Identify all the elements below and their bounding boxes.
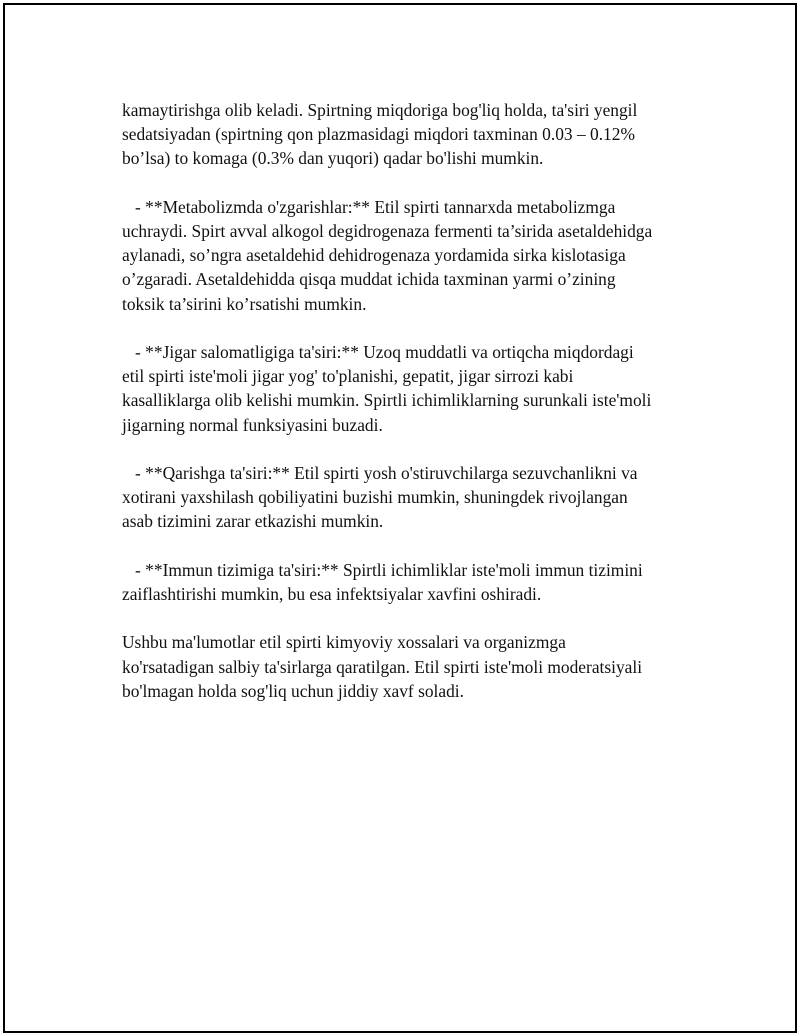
text-line: jigarning normal funksiyasini buzadi. [122,414,383,435]
paragraph-liver [122,340,702,437]
text-line: zaiflashtirishi mumkin, bu esa infektsiyalar xavfini oshiradi. [122,584,542,604]
text-line: etil spirti iste'moli jigar yog' to'planishi, gepatit, jigar sirrozi kabi [122,366,574,387]
text-line: - **Immun tizimiga ta'siri:** Spirtli ichimliklar iste'moli immun tizimini [122,559,643,580]
paragraph-intro [122,98,702,171]
text-line: - **Qarishga ta'siri:** Etil spirti yosh o'stiruvchilarga sezuvchanlikni va [122,463,638,483]
text-line: bo'lmagan holda sog'liq uchun jiddiy xavf soladi. [122,680,464,701]
text-line: toksik ta’sirini ko’rsatishi mumkin. [122,293,367,314]
paragraph-aging [122,461,702,534]
text-line: - **Jigar salomatligiga ta'siri:** Uzoq muddatli va ortiqcha miqdordagi [122,342,634,362]
text-line: - **Metabolizmda o'zgarishlar:** Etil spirti tannarxda metabolizmga [122,196,616,217]
text-line: xotirani yaxshilash qobiliyatini buzishi mumkin, shuningdek rivojlangan [122,487,628,508]
text-line: asab tizimini zarar etkazishi mumkin. [122,511,384,532]
text-line: kamaytirishga olib keladi. Spirtning miqdoriga bog'liq holda, ta'siri yengil [122,100,638,120]
text-line: sedatsiyadan (spirtning qon plazmasidagi miqdori taxminan 0.03 – 0.12% [122,124,635,145]
text-line: aylanadi, so’ngra asetaldehid dehidrogenaza yordamida sirka kislotasiga [122,245,626,266]
text-line: Ushbu ma'lumotlar etil spirti kimyoviy xossalari va organizmga [122,632,566,653]
paragraph-immune [122,558,702,606]
document-body [122,98,702,727]
text-line: bo’lsa) to komaga (0.3% dan yuqori) qadar bo'lishi mumkin. [122,148,544,169]
text-line: ko'rsatadigan salbiy ta'sirlarga qaratilgan. Etil spirti iste'moli moderatsiyali [122,656,643,677]
page-frame [3,3,797,1033]
text-line: o’zgaradi. Asetaldehidda qisqa muddat ichida taxminan yarmi o’zining [122,269,616,290]
paragraph-conclusion [122,630,702,703]
text-line: uchraydi. Spirt avval alkogol degidrogenaza fermenti ta’sirida asetaldehidga [122,221,653,241]
text-line: kasalliklarga olib kelishi mumkin. Spirtli ichimliklarning surunkali iste'moli [122,390,652,411]
paragraph-metabolism [122,195,702,316]
